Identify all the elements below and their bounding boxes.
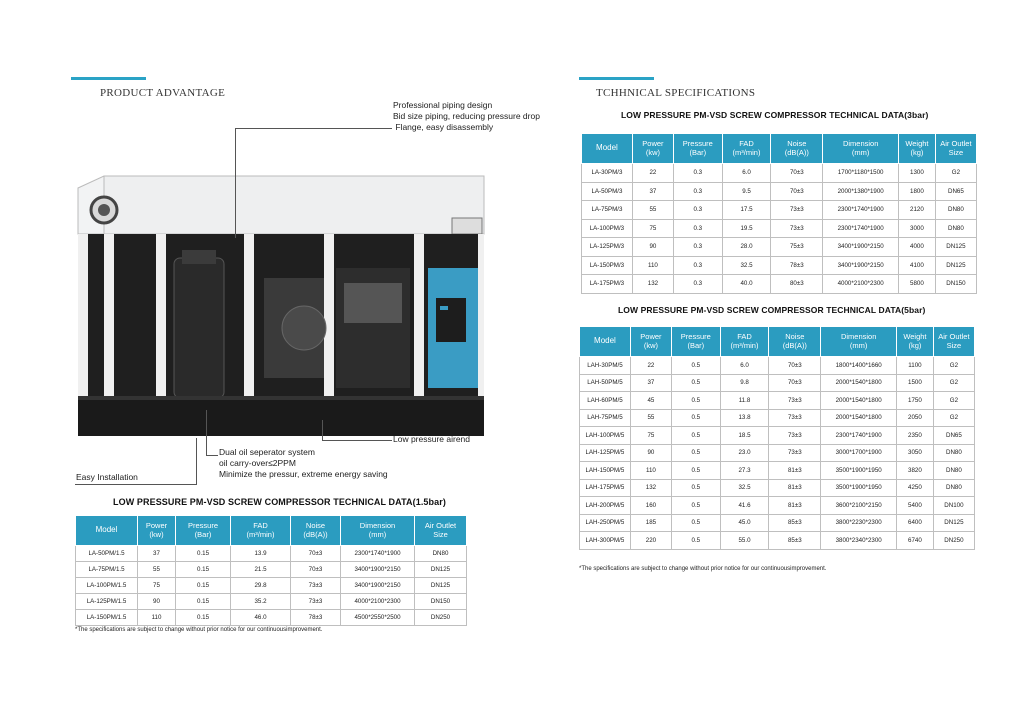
table-cell: LAH-100PM/5 (580, 427, 631, 445)
table-cell: LA-125PM/1.5 (76, 594, 138, 610)
column-header: Weight (kg) (897, 327, 934, 357)
table-cell: 0.3 (673, 182, 722, 201)
callout-oil-leader-h (206, 455, 218, 456)
table-cell: 4250 (897, 479, 934, 497)
table-cell: 70±3 (769, 374, 821, 392)
table-cell: G2 (933, 409, 974, 427)
table-cell: 0.15 (176, 594, 231, 610)
table-cell: LAH-175PM/5 (580, 479, 631, 497)
table-row (76, 578, 467, 594)
table-cell: LAH-300PM/5 (580, 532, 631, 550)
column-header: Power (kw) (630, 327, 671, 357)
table-cell: DN100 (933, 497, 974, 515)
table-cell: LAH-50PM/5 (580, 374, 631, 392)
table-cell: 81±3 (769, 479, 821, 497)
table-cell: LA-75PM/1.5 (76, 562, 138, 578)
table-5bar-title: LOW PRESSURE PM-VSD SCREW COMPRESSOR TECHNICAL DATA(5bar) (618, 305, 926, 315)
table-cell: 37 (632, 182, 673, 201)
table-row (76, 562, 467, 578)
table-cell: G2 (933, 392, 974, 410)
table-cell: LA-150PM/3 (582, 256, 633, 275)
table-row (580, 479, 975, 497)
table-row (582, 238, 977, 257)
table-row (580, 462, 975, 480)
table-cell: 2000*1540*1800 (821, 392, 897, 410)
column-header: Air Outlet Size (415, 516, 467, 546)
table-cell: 0.5 (671, 532, 720, 550)
table-cell: LA-50PM/1.5 (76, 546, 138, 562)
table-cell: 41.6 (720, 497, 769, 515)
table-cell: LA-100PM/1.5 (76, 578, 138, 594)
table-cell: DN80 (933, 462, 974, 480)
table-cell: 17.5 (722, 201, 771, 220)
left-footnote: *The specifications are subject to change without prior notice for our continuousimprovement. (75, 627, 323, 633)
right-accent-bar (579, 77, 654, 80)
table-cell: DN80 (933, 479, 974, 497)
table-cell: G2 (935, 164, 976, 183)
table-cell: 90 (630, 444, 671, 462)
table-cell: 3050 (897, 444, 934, 462)
column-header: Dimension (mm) (821, 327, 897, 357)
table-cell: 185 (630, 514, 671, 532)
table-row (580, 427, 975, 445)
table-cell: 0.5 (671, 514, 720, 532)
table-row (580, 357, 975, 375)
callout-piping: Professional piping design Bid size piping, reducing pressure drop Flange, easy disassembly (393, 100, 540, 133)
table-cell: 55 (632, 201, 673, 220)
oil-separator-tank (174, 258, 224, 398)
table-cell: 73±3 (771, 219, 823, 238)
column-header: Model (582, 134, 633, 164)
callout-airend: Low pressure airend (393, 434, 471, 444)
left-section-title: PRODUCT ADVANTAGE (100, 87, 226, 99)
table-cell: 28.0 (722, 238, 771, 257)
table-cell: 29.8 (231, 578, 291, 594)
table-cell: 2050 (897, 409, 934, 427)
left-accent-bar (71, 77, 146, 80)
table-row (582, 219, 977, 238)
table-cell: 81±3 (769, 462, 821, 480)
table-cell: 2000*1540*1800 (821, 409, 897, 427)
table-cell: LAH-250PM/5 (580, 514, 631, 532)
table-cell: 3800*2340*2300 (821, 532, 897, 550)
table-cell: 0.3 (673, 219, 722, 238)
table-row (582, 275, 977, 294)
table-cell: 2000*1380*1900 (823, 182, 899, 201)
table-cell: 110 (630, 462, 671, 480)
table-cell: DN65 (933, 427, 974, 445)
column-header: Air Outlet Size (933, 327, 974, 357)
table-cell: 0.15 (176, 546, 231, 562)
table-cell: 2120 (899, 201, 936, 220)
table-cell: 0.5 (671, 462, 720, 480)
table-cell: 0.15 (176, 578, 231, 594)
table-cell: 78±3 (291, 610, 341, 626)
table-cell: 0.15 (176, 610, 231, 626)
table-cell: LAH-200PM/5 (580, 497, 631, 515)
table-cell: LAH-75PM/5 (580, 409, 631, 427)
table-cell: 0.3 (673, 164, 722, 183)
table-cell: 0.5 (671, 497, 720, 515)
table-cell: 2300*1740*1900 (823, 219, 899, 238)
table-cell: 0.5 (671, 427, 720, 445)
table-cell: 1500 (897, 374, 934, 392)
table-cell: 0.5 (671, 479, 720, 497)
table-cell: DN125 (415, 562, 467, 578)
column-header: Noise (dB(A)) (771, 134, 823, 164)
column-header: Air Outlet Size (935, 134, 976, 164)
table-cell: 110 (632, 256, 673, 275)
table-cell: 46.0 (231, 610, 291, 626)
table-cell: 2300*1740*1900 (823, 201, 899, 220)
table-cell: LA-150PM/1.5 (76, 610, 138, 626)
table-cell: G2 (933, 357, 974, 375)
callout-piping-leader-h (235, 128, 392, 129)
table-cell: 110 (138, 610, 176, 626)
table-cell: 0.15 (176, 562, 231, 578)
column-header: Pressure (Bar) (673, 134, 722, 164)
table-row (580, 374, 975, 392)
table-cell: 0.5 (671, 374, 720, 392)
table-cell: 160 (630, 497, 671, 515)
table-cell: 9.8 (720, 374, 769, 392)
table-cell: 0.3 (673, 256, 722, 275)
table-cell: 90 (632, 238, 673, 257)
right-section-title: TCHHNICAL SPECIFICATIONS (596, 87, 756, 99)
table-cell: 1800*1400*1660 (821, 357, 897, 375)
table-row (582, 164, 977, 183)
table-cell: 22 (630, 357, 671, 375)
column-header: Noise (dB(A)) (769, 327, 821, 357)
table-row (580, 444, 975, 462)
table-row (582, 182, 977, 201)
table-cell: 55.0 (720, 532, 769, 550)
table-cell: 2300*1740*1900 (821, 427, 897, 445)
table-cell: 0.3 (673, 238, 722, 257)
table-cell: 5400 (897, 497, 934, 515)
column-header: Pressure (Bar) (671, 327, 720, 357)
table-cell: DN125 (935, 238, 976, 257)
table-cell: 2000*1540*1800 (821, 374, 897, 392)
column-header: FAD (m³/min) (720, 327, 769, 357)
table-cell: DN125 (415, 578, 467, 594)
table-cell: 1700*1180*1500 (823, 164, 899, 183)
table-cell: LAH-30PM/5 (580, 357, 631, 375)
table-cell: 13.8 (720, 409, 769, 427)
right-footnote: *The specifications are subject to change without prior notice for our continuousimprovement. (579, 566, 827, 572)
callout-piping-leader-v (235, 128, 236, 238)
table-cell: 4000 (899, 238, 936, 257)
table-cell: 35.2 (231, 594, 291, 610)
table-cell: 4000*2100*2300 (341, 594, 415, 610)
table-cell: 3800*2230*2300 (821, 514, 897, 532)
table-cell: 0.3 (673, 275, 722, 294)
table-cell: 45.0 (720, 514, 769, 532)
table-cell: 5800 (899, 275, 936, 294)
table-cell: 75 (632, 219, 673, 238)
table-cell: DN80 (933, 444, 974, 462)
table-row (582, 201, 977, 220)
table-cell: 40.0 (722, 275, 771, 294)
table-cell: G2 (933, 374, 974, 392)
table-cell: 85±3 (769, 532, 821, 550)
table-cell: 3400*1900*2150 (341, 578, 415, 594)
table-cell: 75±3 (771, 238, 823, 257)
table-cell: 3000 (899, 219, 936, 238)
table-cell: DN125 (935, 256, 976, 275)
table-cell: 1800 (899, 182, 936, 201)
table-row (76, 546, 467, 562)
spec-table-5bar (579, 326, 975, 550)
table-cell: 3000*1700*1900 (821, 444, 897, 462)
table-cell: 1300 (899, 164, 936, 183)
table-row (580, 392, 975, 410)
spec-table-1-5bar (75, 515, 467, 626)
table-cell: DN80 (935, 219, 976, 238)
table-cell: 73±3 (771, 201, 823, 220)
table-cell: 70±3 (769, 357, 821, 375)
table-cell: 80±3 (771, 275, 823, 294)
table-row (76, 610, 467, 626)
table-cell: 27.3 (720, 462, 769, 480)
column-header: FAD (m³/min) (722, 134, 771, 164)
callout-oil-leader-v (206, 410, 207, 455)
table-cell: 55 (630, 409, 671, 427)
table-cell: 73±3 (769, 409, 821, 427)
table-cell: LA-175PM/3 (582, 275, 633, 294)
table-cell: 0.5 (671, 357, 720, 375)
table-cell: LAH-150PM/5 (580, 462, 631, 480)
table-header-row (582, 134, 977, 164)
table-header-row (76, 516, 467, 546)
table-row (580, 532, 975, 550)
table-cell: 6.0 (722, 164, 771, 183)
table-cell: 70±3 (771, 164, 823, 183)
table-cell: 18.5 (720, 427, 769, 445)
table-cell: 19.5 (722, 219, 771, 238)
table-cell: 45 (630, 392, 671, 410)
table-row (580, 497, 975, 515)
callout-airend-leader-h (322, 440, 392, 441)
table-cell: 3820 (897, 462, 934, 480)
table-cell: LA-125PM/3 (582, 238, 633, 257)
callout-installation-leader-h (75, 484, 197, 485)
table-cell: 132 (630, 479, 671, 497)
table-cell: 73±3 (291, 578, 341, 594)
column-header: Power (kw) (138, 516, 176, 546)
column-header: Model (580, 327, 631, 357)
table-cell: 75 (138, 578, 176, 594)
column-header: Dimension (mm) (341, 516, 415, 546)
table-cell: 22 (632, 164, 673, 183)
table-cell: 4000*2100*2300 (823, 275, 899, 294)
table-cell: 4100 (899, 256, 936, 275)
table-row (76, 594, 467, 610)
table-row (582, 256, 977, 275)
table-cell: 0.5 (671, 409, 720, 427)
table-cell: 37 (630, 374, 671, 392)
column-header: FAD (m³/min) (231, 516, 291, 546)
column-header: Noise (dB(A)) (291, 516, 341, 546)
table-cell: 11.8 (720, 392, 769, 410)
table-cell: 1750 (897, 392, 934, 410)
table-cell: 6740 (897, 532, 934, 550)
table-cell: 3500*1900*1950 (821, 479, 897, 497)
base-skid (78, 398, 484, 436)
callout-airend-leader-v (322, 420, 323, 441)
table-cell: 85±3 (769, 514, 821, 532)
table-1-5bar-title: LOW PRESSURE PM-VSD SCREW COMPRESSOR TECHNICAL DATA(1.5bar) (113, 497, 446, 507)
table-cell: 73±3 (291, 594, 341, 610)
table-cell: LA-75PM/3 (582, 201, 633, 220)
table-cell: 220 (630, 532, 671, 550)
table-cell: 73±3 (769, 427, 821, 445)
table-cell: DN150 (935, 275, 976, 294)
column-header: Model (76, 516, 138, 546)
table-cell: 73±3 (769, 392, 821, 410)
table-cell: DN65 (935, 182, 976, 201)
table-cell: 37 (138, 546, 176, 562)
table-cell: 9.5 (722, 182, 771, 201)
column-header: Weight (kg) (899, 134, 936, 164)
cabinet-top-panel (104, 176, 484, 234)
table-cell: 75 (630, 427, 671, 445)
table-cell: 0.5 (671, 392, 720, 410)
callout-installation: Easy Installation (76, 472, 138, 482)
table-cell: LA-100PM/3 (582, 219, 633, 238)
column-header: Dimension (mm) (823, 134, 899, 164)
table-cell: 0.5 (671, 444, 720, 462)
table-cell: 3500*1900*1950 (821, 462, 897, 480)
column-header: Power (kw) (632, 134, 673, 164)
table-cell: 2300*1740*1900 (341, 546, 415, 562)
compressor-illustration (74, 118, 504, 438)
table-cell: 1100 (897, 357, 934, 375)
callout-oil-separator: Dual oil seperator system oil carry-over≤2PPM Minimize the pressur, extreme energy saving (219, 447, 388, 480)
table-cell: 13.9 (231, 546, 291, 562)
table-cell: 78±3 (771, 256, 823, 275)
table-cell: DN125 (933, 514, 974, 532)
table-cell: LAH-125PM/5 (580, 444, 631, 462)
table-3bar-title: LOW PRESSURE PM-VSD SCREW COMPRESSOR TECHNICAL DATA(3bar) (621, 110, 929, 120)
table-cell: LAH-60PM/5 (580, 392, 631, 410)
table-cell: 3400*1900*2150 (823, 256, 899, 275)
table-cell: 6400 (897, 514, 934, 532)
table-cell: DN80 (935, 201, 976, 220)
table-cell: 3400*1900*2150 (823, 238, 899, 257)
table-cell: 81±3 (769, 497, 821, 515)
table-cell: 70±3 (291, 546, 341, 562)
table-cell: 32.5 (720, 479, 769, 497)
table-cell: 73±3 (769, 444, 821, 462)
table-cell: 4500*2550*2500 (341, 610, 415, 626)
table-cell: 21.5 (231, 562, 291, 578)
table-cell: DN80 (415, 546, 467, 562)
table-cell: DN250 (415, 610, 467, 626)
table-cell: 70±3 (771, 182, 823, 201)
callout-installation-leader-v (196, 438, 197, 485)
table-cell: 132 (632, 275, 673, 294)
table-cell: 6.0 (720, 357, 769, 375)
table-cell: DN150 (415, 594, 467, 610)
table-cell: LA-30PM/3 (582, 164, 633, 183)
table-cell: LA-50PM/3 (582, 182, 633, 201)
table-cell: 90 (138, 594, 176, 610)
table-header-row (580, 327, 975, 357)
table-cell: DN250 (933, 532, 974, 550)
spec-table-3bar (581, 133, 977, 294)
table-cell: 55 (138, 562, 176, 578)
table-cell: 3600*2100*2150 (821, 497, 897, 515)
table-cell: 70±3 (291, 562, 341, 578)
control-panel-display (452, 218, 482, 234)
table-cell: 23.0 (720, 444, 769, 462)
table-row (580, 409, 975, 427)
table-cell: 2350 (897, 427, 934, 445)
table-row (580, 514, 975, 532)
table-cell: 0.3 (673, 201, 722, 220)
column-header: Pressure (Bar) (176, 516, 231, 546)
table-cell: 32.5 (722, 256, 771, 275)
table-cell: 3400*1900*2150 (341, 562, 415, 578)
